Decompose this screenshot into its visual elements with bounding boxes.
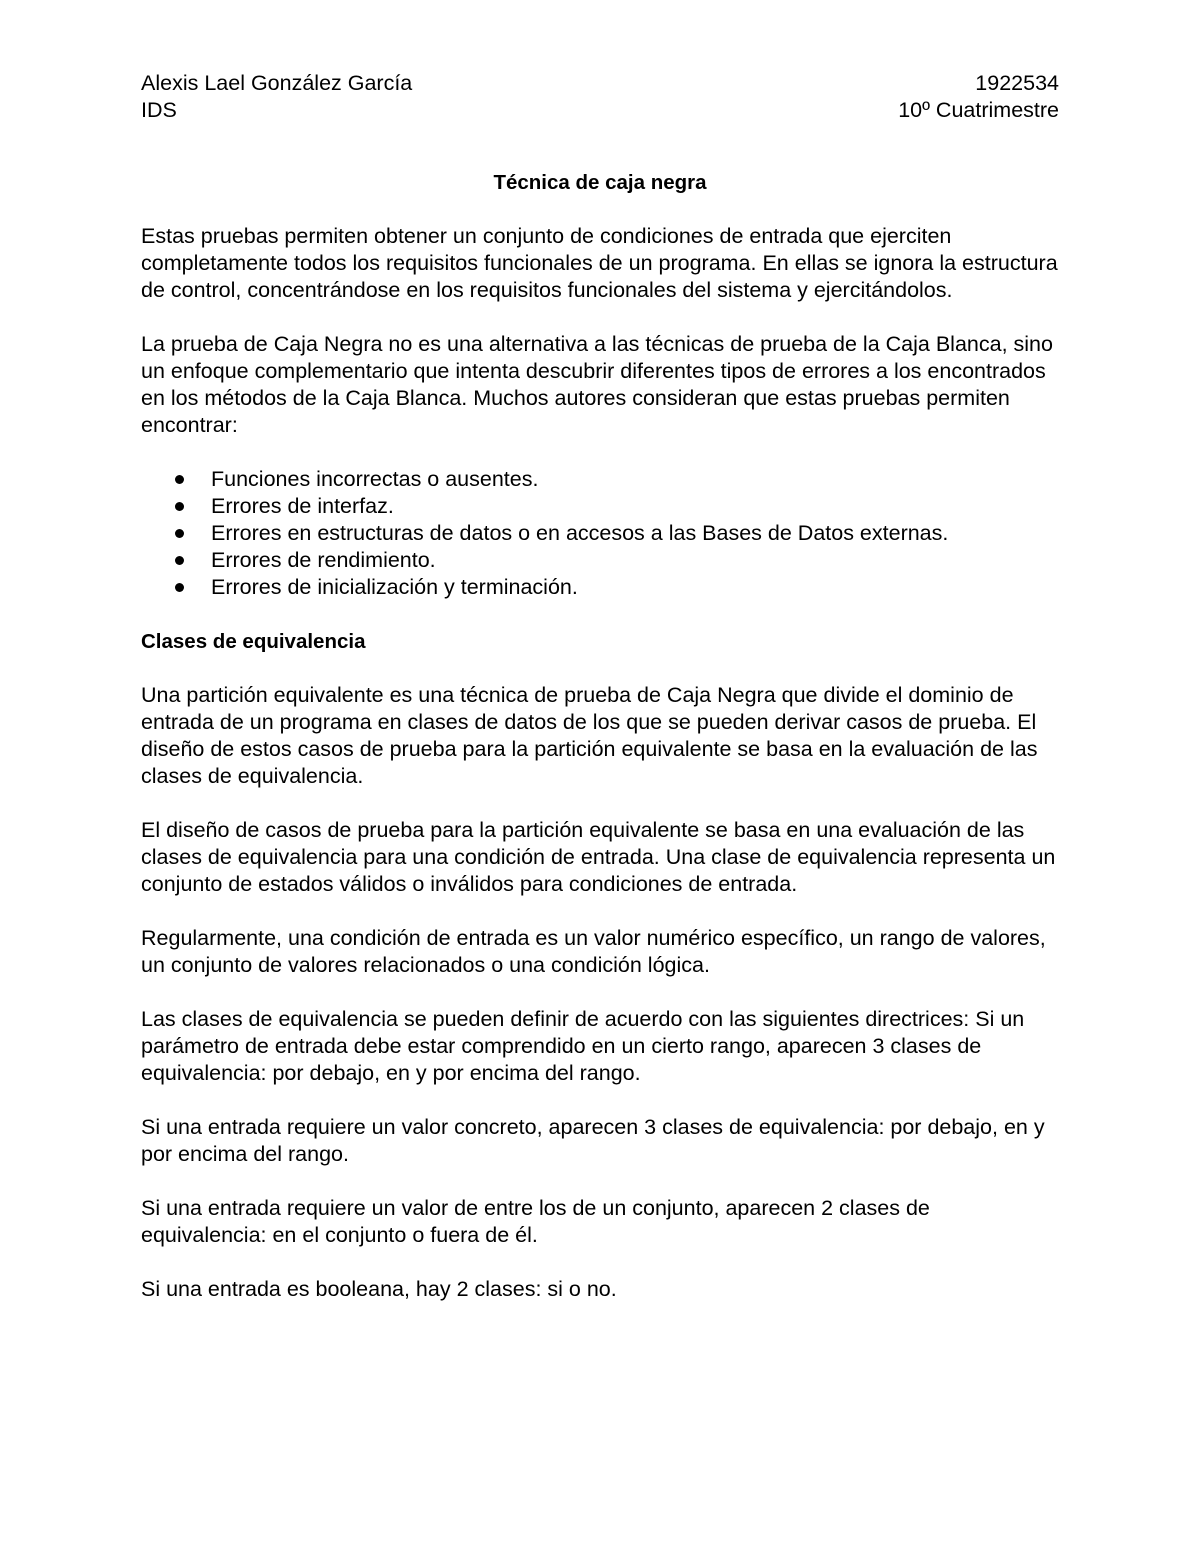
student-id: 1922534 [975,71,1059,95]
document-title: Técnica de caja negra [493,171,707,194]
section-paragraph-1: Una partición equivalente es una técnica de prueba de Caja Negra que divide el dominio de entrada de un programa en clases de datos de los que se pueden derivar casos de prueba. El diseño de estos casos de prueba para la partición equivalente se basa en la evaluación de las clases de equivalencia. [141,683,1038,788]
section-paragraph-6: Si una entrada requiere un valor de entre los de un conjunto, aparecen 2 clases de equivalencia: en el conjunto o fuera de él. [141,1196,930,1247]
section-heading: Clases de equivalencia [141,630,366,653]
section-paragraph-3: Regularmente, una condición de entrada es un valor numérico específico, un rango de valores, un conjunto de valores relacionados o una condición lógica. [141,926,1046,977]
bullet-icon [175,475,184,484]
list-item [141,466,1059,493]
term-label: 10º Cuatrimestre [898,98,1059,122]
section-paragraph-7: Si una entrada es booleana, hay 2 clases: si o no. [141,1277,617,1301]
list-item-text: Errores en estructuras de datos o en accesos a las Bases de Datos externas. [211,521,949,545]
bullet-icon [175,529,184,538]
intro-paragraph: Estas pruebas permiten obtener un conjunto de condiciones de entrada que ejerciten completamente todos los requisitos funcionales de un programa. En ellas se ignora la estructura de control, concentrándose en los requisitos funcionales del sistema y ejercitándolos. [141,224,1058,302]
section-paragraph-4: Las clases de equivalencia se pueden definir de acuerdo con las siguientes directrices: Si un parámetro de entrada debe estar comprendido en un cierto rango, aparecen 3 clases de equivalencia: por debajo, en y por encima del rango. [141,1007,1025,1085]
list-item-text: Funciones incorrectas o ausentes. [211,467,539,491]
bullet-icon [175,556,184,565]
section-paragraph-2: El diseño de casos de prueba para la partición equivalente se basa en una evaluación de las clases de equivalencia para una condición de entrada. Una clase de equivalencia representa un conjunto de estados válidos o inválidos para condiciones de entrada. [141,818,1056,896]
list-item-text: Errores de interfaz. [211,494,394,518]
error-types-list [141,466,1059,601]
list-item [141,574,1059,601]
header-row-1 [141,70,1059,97]
header-row-2 [141,97,1059,124]
author-name: Alexis Lael González García [141,71,413,95]
list-item-text: Errores de rendimiento. [211,548,436,572]
list-item [141,520,1059,547]
list-item-text: Errores de inicialización y terminación. [211,575,578,599]
list-item [141,493,1059,520]
bullet-icon [175,502,184,511]
document-page [141,70,1059,1303]
program-name: IDS [141,98,177,122]
bullet-icon [175,583,184,592]
second-paragraph: La prueba de Caja Negra no es una alternativa a las técnicas de prueba de la Caja Blanca, sino un enfoque complementario que intenta descubrir diferentes tipos de errores a los encontrados en los métodos de la Caja Blanca. Muchos autores consideran que estas pruebas permiten encontrar: [141,332,1053,437]
section-paragraph-5: Si una entrada requiere un valor concreto, aparecen 3 clases de equivalencia: por debajo, en y por encima del rango. [141,1115,1045,1166]
list-item [141,547,1059,574]
